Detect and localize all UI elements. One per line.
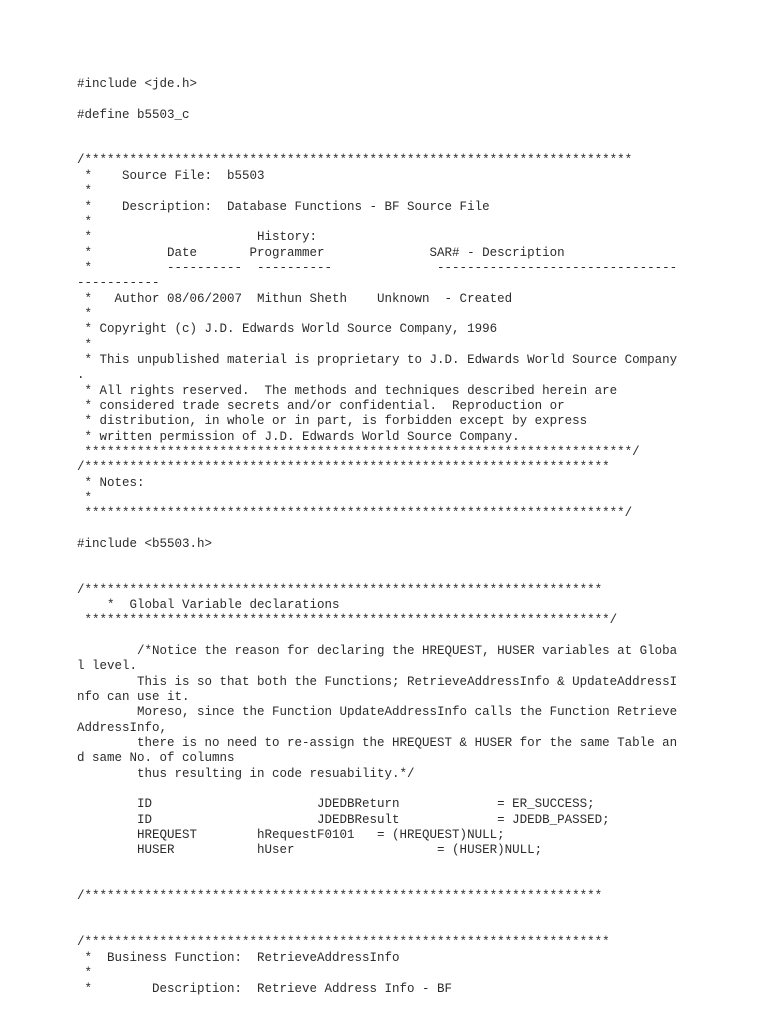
code-line: /*Notice the reason for declaring the HREQUEST, HUSER variables at Globa <box>77 644 678 658</box>
code-line: . <box>77 368 85 382</box>
code-line: * <box>77 184 93 198</box>
code-line: * <box>77 307 93 321</box>
code-line: * Author 08/06/2007 Mithun Sheth Unknown - Created <box>77 292 513 306</box>
code-line: * All rights reserved. The methods and techniques described herein are <box>77 384 618 398</box>
code-line: * Date Programmer SAR# - Description <box>77 246 565 260</box>
code-line: AddressInfo, <box>77 721 168 735</box>
code-line: * Copyright (c) J.D. Edwards World Source Company, 1996 <box>77 322 498 336</box>
code-line: #include <jde.h> <box>77 77 198 91</box>
code-line: nfo can use it. <box>77 690 190 704</box>
code-line: **********************************************************************/ <box>77 613 618 627</box>
code-line: * Description: Database Functions - BF Source File <box>77 200 490 214</box>
code-line: * <box>77 338 93 352</box>
code-line: * Description: Retrieve Address Info - BF <box>77 982 453 996</box>
code-line: thus resulting in code resuability.*/ <box>77 767 415 781</box>
code-line: Moreso, since the Function UpdateAddressInfo calls the Function Retrieve <box>77 705 678 719</box>
code-line: * Notes: <box>77 476 145 490</box>
code-line: /********************************************************************* <box>77 583 603 597</box>
code-line: HREQUEST hRequestF0101 = (HREQUEST)NULL; <box>77 828 505 842</box>
code-line: ID JDEDBResult = JDEDB_PASSED; <box>77 813 610 827</box>
code-line: /********************************************************************* <box>77 889 603 903</box>
code-line: /********************************************************************** <box>77 935 610 949</box>
code-line: #define b5503_c <box>77 108 190 122</box>
code-line: /********************************************************************** <box>77 460 610 474</box>
code-line: * ---------- ---------- -------------------------------- <box>77 261 678 275</box>
code-line: d same No. of columns <box>77 751 235 765</box>
code-line: ************************************************************************/ <box>77 506 633 520</box>
code-line: * considered trade secrets and/or confidential. Reproduction or <box>77 399 565 413</box>
code-line: *************************************************************************/ <box>77 445 640 459</box>
code-line: HUSER hUser = (HUSER)NULL; <box>77 843 543 857</box>
code-line: ----------- <box>77 276 160 290</box>
code-line: * This unpublished material is proprietary to J.D. Edwards World Source Company <box>77 353 678 367</box>
code-line: * <box>77 966 93 980</box>
code-line: #include <b5503.h> <box>77 537 213 551</box>
code-line: there is no need to re-assign the HREQUEST & HUSER for the same Table an <box>77 736 678 750</box>
code-line: * History: <box>77 230 318 244</box>
code-line: ID JDEDBReturn = ER_SUCCESS; <box>77 797 595 811</box>
code-line: * written permission of J.D. Edwards World Source Company. <box>77 430 520 444</box>
code-line: * Global Variable declarations <box>77 598 340 612</box>
code-line: * Business Function: RetrieveAddressInfo <box>77 951 400 965</box>
code-line: /************************************************************************* <box>77 153 633 167</box>
code-line: l level. <box>77 659 138 673</box>
code-line: This is so that both the Functions; RetrieveAddressInfo & UpdateAddressI <box>77 675 678 689</box>
code-line: * Source File: b5503 <box>77 169 265 183</box>
code-line: * distribution, in whole or in part, is forbidden except by express <box>77 414 588 428</box>
code-line: * <box>77 215 93 229</box>
code-line: * <box>77 491 93 505</box>
